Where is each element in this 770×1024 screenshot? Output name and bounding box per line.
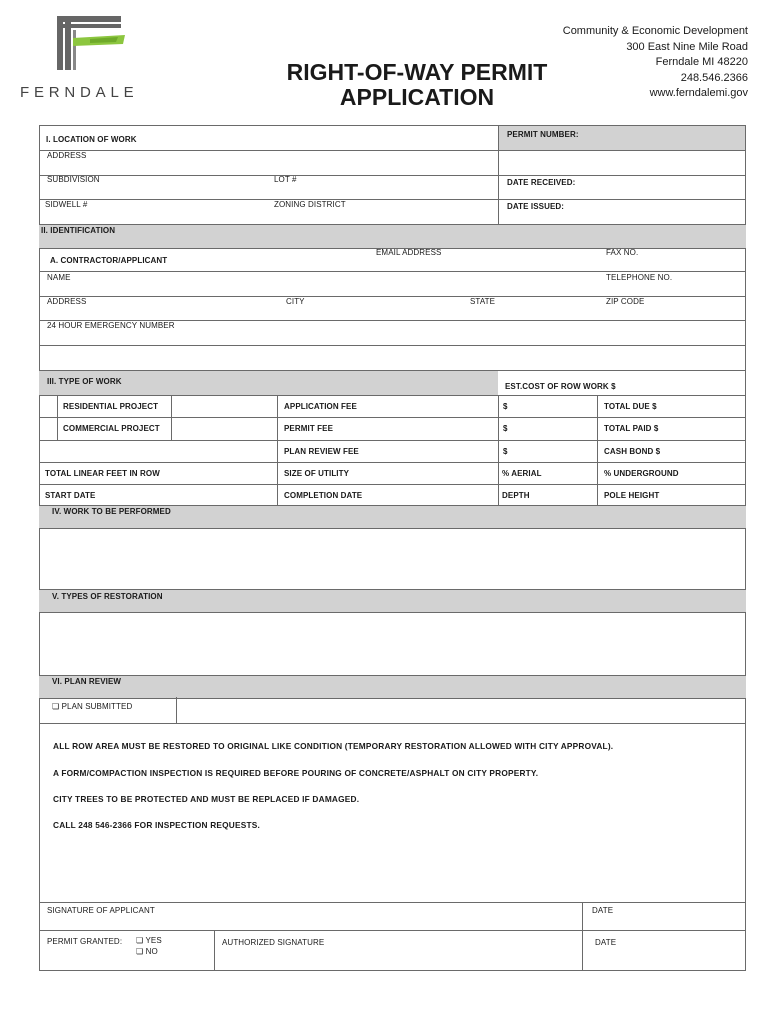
- authorized-date-field[interactable]: DATE: [595, 938, 617, 947]
- contractor-address-field[interactable]: ADDRESS: [47, 297, 87, 306]
- est-cost-field[interactable]: EST.COST OF ROW WORK $: [505, 382, 616, 391]
- applicant-signature-field[interactable]: SIGNATURE OF APPLICANT: [47, 906, 155, 915]
- date-received-label: DATE RECEIVED:: [507, 178, 576, 187]
- note-city-trees: CITY TREES TO BE PROTECTED AND MUST BE REPLACED IF DAMAGED.: [53, 794, 360, 804]
- depth-field[interactable]: DEPTH: [502, 491, 530, 500]
- size-utility-field[interactable]: SIZE OF UTILITY: [284, 469, 350, 478]
- section4-heading: IV. WORK TO BE PERFORMED: [52, 507, 171, 516]
- org-street: 300 East Nine Mile Road: [626, 40, 748, 53]
- note-compaction: A FORM/COMPACTION INSPECTION IS REQUIRED BEFORE POURING OF CONCRETE/ASPHALT ON CITY PROPERTY.: [53, 768, 539, 778]
- authorized-signature-field[interactable]: AUTHORIZED SIGNATURE: [222, 938, 325, 947]
- applicant-date-field[interactable]: DATE: [592, 906, 614, 915]
- underground-field[interactable]: % UNDERGROUND: [604, 469, 679, 478]
- org-city: Ferndale MI 48220: [655, 56, 748, 68]
- org-website[interactable]: www.ferndalemi.gov: [649, 87, 748, 99]
- linear-feet-field[interactable]: TOTAL LINEAR FEET IN ROW: [45, 469, 160, 478]
- completion-date-field[interactable]: COMPLETION DATE: [284, 491, 363, 500]
- zip-field[interactable]: ZIP CODE: [606, 297, 645, 306]
- permit-yes-checkbox[interactable]: ❏ YES: [136, 936, 162, 945]
- subdivision-field[interactable]: SUBDIVISION: [47, 175, 100, 184]
- permit-granted-label: PERMIT GRANTED:: [47, 937, 123, 946]
- section2-heading: II. IDENTIFICATION: [41, 226, 116, 235]
- email-field[interactable]: EMAIL ADDRESS: [376, 248, 442, 257]
- application-fee-label: APPLICATION FEE: [284, 402, 357, 411]
- section1-heading: I. LOCATION OF WORK: [46, 135, 137, 144]
- total-due-field[interactable]: TOTAL DUE $: [604, 402, 657, 411]
- work-performed-area[interactable]: [40, 528, 745, 588]
- pole-height-field[interactable]: POLE HEIGHT: [604, 491, 660, 500]
- title-line-2: APPLICATION: [339, 84, 495, 110]
- note-restoration: ALL ROW AREA MUST BE RESTORED TO ORIGINAL LIKE CONDITION (TEMPORARY RESTORATION ALLOWED WITH CITY APPROVAL).: [53, 741, 614, 751]
- total-paid-field[interactable]: TOTAL PAID $: [604, 424, 659, 433]
- city-field[interactable]: CITY: [286, 297, 305, 306]
- permit-no-checkbox[interactable]: ❏ NO: [136, 947, 158, 956]
- form-title: [262, 60, 572, 110]
- section6-bar: [39, 675, 746, 699]
- section3-heading: III. TYPE OF WORK: [47, 377, 122, 386]
- org-department: Community & Economic Development: [562, 25, 748, 37]
- aerial-field[interactable]: % AERIAL: [502, 469, 542, 478]
- section5-heading: V. TYPES OF RESTORATION: [52, 592, 163, 601]
- org-phone: 248.546.2366: [680, 71, 748, 84]
- state-field[interactable]: STATE: [470, 297, 496, 306]
- address-field[interactable]: ADDRESS: [47, 151, 87, 160]
- title-line-1: RIGHT-OF-WAY PERMIT: [286, 59, 548, 85]
- name-field[interactable]: NAME: [47, 273, 71, 282]
- date-issued-label: DATE ISSUED:: [507, 202, 565, 211]
- zoning-field[interactable]: ZONING DISTRICT: [274, 200, 346, 209]
- section2-bar: [39, 224, 746, 249]
- sidwell-field[interactable]: SIDWELL #: [45, 200, 88, 209]
- restoration-area[interactable]: [40, 612, 745, 674]
- ferndale-mark-icon: [20, 14, 155, 74]
- logo-wordmark: FERNDALE: [20, 84, 139, 101]
- plan-submitted-checkbox[interactable]: ❏ PLAN SUBMITTED: [52, 702, 133, 711]
- org-address-block: [563, 24, 748, 102]
- contractor-label: A. CONTRACTOR/APPLICANT: [50, 256, 168, 265]
- plan-review-fee-field[interactable]: $: [503, 447, 508, 456]
- emergency-number-field[interactable]: 24 HOUR EMERGENCY NUMBER: [47, 321, 175, 330]
- commercial-project-option[interactable]: COMMERCIAL PROJECT: [63, 424, 160, 433]
- start-date-field[interactable]: START DATE: [45, 491, 96, 500]
- section6-heading: VI. PLAN REVIEW: [52, 677, 122, 686]
- permit-fee-label: PERMIT FEE: [284, 424, 334, 433]
- application-fee-field[interactable]: $: [503, 402, 508, 411]
- lot-field[interactable]: LOT #: [274, 175, 297, 184]
- cash-bond-field[interactable]: CASH BOND $: [604, 447, 661, 456]
- residential-project-option[interactable]: RESIDENTIAL PROJECT: [63, 402, 159, 411]
- permit-number-label: PERMIT NUMBER:: [507, 130, 579, 139]
- fax-field[interactable]: FAX NO.: [606, 248, 639, 257]
- note-inspection: CALL 248 546-2366 FOR INSPECTION REQUESTS.: [53, 820, 260, 830]
- plan-review-fee-label: PLAN REVIEW FEE: [284, 447, 359, 456]
- telephone-field[interactable]: TELEPHONE NO.: [606, 273, 673, 282]
- permit-fee-field[interactable]: $: [503, 424, 508, 433]
- ferndale-logo: [20, 14, 155, 104]
